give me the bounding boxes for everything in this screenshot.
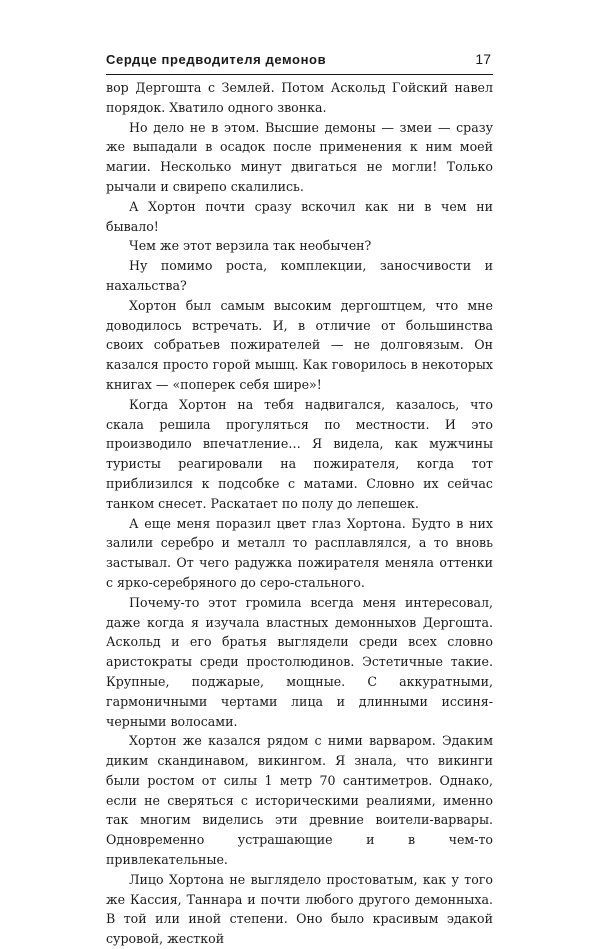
- paragraph: Ну помимо роста, комплекции, заносчивости и нахальства?: [106, 258, 493, 293]
- paragraph: Лицо Хортона не выглядело простоватым, как у того же Кассия, Таннара и почти любого другого демонныха. В той или иной степени. Оно было красивым эдакой суровой, жесткой: [106, 871, 493, 947]
- body-text: [106, 78, 493, 949]
- paragraph: вор Дергошта с Землей. Потом Аскольд Гойский навел порядок. Хватило одного звонка.: [106, 80, 493, 115]
- paragraph: Но дело не в этом. Высшие демоны — змеи — сразу же выпадали в осадок после применения к ним моей магии. Несколько минут двигаться не могли! Только рычали и свирепо скалились.: [106, 119, 493, 194]
- paragraph: Чем же этот верзила так необычен?: [129, 238, 372, 254]
- running-title: Сердце предводителя демонов: [106, 52, 327, 67]
- paragraph: Когда Хортон на тебя надвигался, казалось, что скала решила прогуляться по местности. И это производило впечатление… Я видела, как мужчины туристы реагировали на пожирателя, когда тот приблизился к подсобке с матами. Словно их сейчас танком снесет. Раскатает по полу до лепешек.: [106, 396, 493, 511]
- paragraph: Хортон был самым высоким дергоштцем, что мне доводилось встречать. И, в отличие от большинства своих собратьев пожирателей — не долговязым. Он казался просто горой мышц. Как говорилось в некоторых книгах — «поперек себя шире»!: [106, 297, 493, 392]
- running-header: [106, 48, 493, 75]
- paragraph: Хортон же казался рядом с ними варваром. Эдаким диким скандинавом, викингом. Я знала, что викинги были ростом от силы 1 метр 70 сантиметров. Однако, если не сверяться с историческими реалиями, именно так многим виделись эти древние воители-варвары. Одновременно устрашающие и в чем-то привлекательные.: [106, 733, 493, 868]
- paragraph: А Хортон почти сразу вскочил как ни в чем ни бывало!: [106, 198, 493, 234]
- page-number: 17: [475, 51, 491, 67]
- paragraph: Почему-то этот громила всегда меня интересовал, даже когда я изучала властных демонныхов Дергошта. Аскольд и его братья выглядели среди всех словно аристократы среди простолюдинов. Эстетичные такие. Крупные, поджарые, мощные. С аккуратными, гармоничными чертами лица и длинными иссиня-черными волосами.: [106, 594, 493, 729]
- paragraph: А еще меня поразил цвет глаз Хортона. Будто в них залили серебро и металл то расплавлялся, а то вновь застывал. От чего радужка пожирателя меняла оттенки с ярко-серебряного до серо-стального.: [106, 515, 493, 590]
